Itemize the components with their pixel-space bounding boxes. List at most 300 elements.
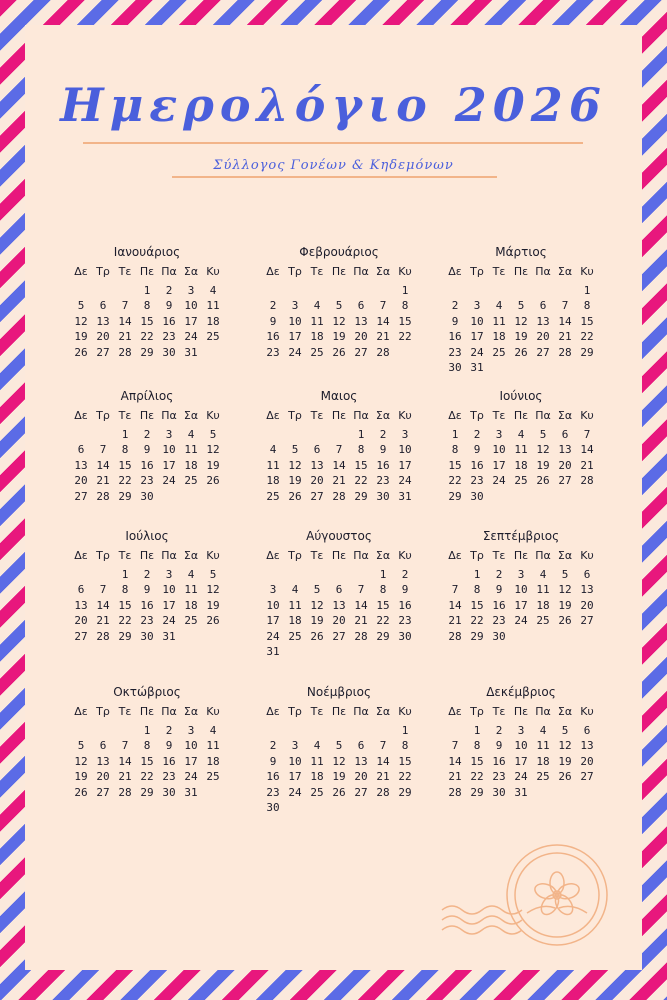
day-cell: 11 [310,314,324,328]
day-cell [180,629,202,645]
month-name: Ιούνιος [499,389,543,403]
month-name: Ιανουάριος [113,245,181,259]
day-cell [306,800,328,816]
weekday-label: Τε [118,409,132,422]
day-cell [262,723,284,739]
day-cell: 10 [162,443,176,456]
day-cell: 29 [140,785,154,799]
day-cell: 22 [470,614,484,627]
day-cell: 9 [473,443,481,456]
day-cell: 15 [118,598,132,612]
day-cell: 3 [269,583,277,596]
day-cell [532,629,554,645]
day-cell: 6 [539,299,547,312]
day-cell: 4 [313,299,321,312]
day-cell: 28 [96,629,110,643]
day-cell: 21 [448,614,462,627]
day-cell [262,427,284,443]
day-cell: 31 [162,629,176,643]
day-cell [394,800,416,816]
day-cell: 26 [288,489,302,503]
day-cell: 13 [580,739,594,752]
day-cell [306,644,328,660]
day-cell: 20 [310,474,324,487]
subtitle-underline [172,176,497,178]
day-cell: 22 [398,330,412,343]
day-cell [372,644,394,660]
week-row [70,345,224,361]
day-cell: 2 [165,283,173,297]
day-cell: 24 [184,770,198,783]
week-row [262,567,416,583]
day-cell: 9 [379,443,387,456]
day-cell [350,644,372,660]
day-cell: 19 [288,474,302,487]
day-cell: 31 [184,345,198,359]
week-row [444,314,598,330]
week-row [444,360,598,376]
day-cell: 3 [291,739,299,752]
day-cell: 5 [313,583,321,596]
day-cell [532,785,554,801]
day-cell: 16 [376,458,390,472]
day-cell [284,800,306,816]
day-cell: 3 [165,427,173,441]
week-row [262,800,416,816]
day-cell [70,723,92,739]
day-cell: 7 [335,443,343,456]
day-cell: 8 [379,583,387,596]
day-cell: 19 [332,770,346,783]
weekday-label: Δε [266,705,280,718]
week-row [262,329,416,345]
weekday-label: Δε [74,409,88,422]
day-cell: 1 [451,427,459,441]
weekday-label: Πε [331,705,347,718]
day-cell: 30 [448,361,462,374]
day-cell: 9 [143,583,151,596]
day-cell: 31 [398,489,412,503]
day-cell [444,723,466,739]
day-cell [532,283,554,299]
day-cell: 30 [376,489,390,503]
day-cell: 10 [288,314,302,328]
day-cell [70,283,92,299]
day-cell: 27 [74,489,88,503]
weekday-label: Τε [492,265,506,278]
day-cell: 24 [492,474,506,487]
weekday-label: Κυ [206,409,220,422]
day-cell: 13 [354,314,368,328]
day-cell: 19 [332,330,346,343]
weekday-label: Πε [331,265,347,278]
day-cell: 1 [379,567,387,581]
day-cell: 13 [580,583,594,596]
weekday-label: Τε [492,549,506,562]
day-cell [510,283,532,299]
month-block [444,244,598,376]
day-cell: 20 [354,330,368,343]
day-cell [350,723,372,739]
day-cell: 29 [398,785,412,799]
day-cell: 10 [266,598,280,612]
day-cell: 14 [332,458,346,472]
day-cell: 2 [495,567,503,581]
day-cell: 5 [209,567,217,581]
day-cell [202,629,224,645]
day-cell: 14 [448,754,462,768]
day-cell [114,723,136,739]
day-cell: 28 [448,629,462,643]
day-cell [576,489,598,505]
weekday-label: Πε [513,265,529,278]
day-cell [554,360,576,376]
day-cell [328,283,350,299]
day-cell: 23 [140,474,154,487]
day-cell [466,283,488,299]
weekday-header [262,548,416,564]
week-row [262,582,416,598]
day-cell: 26 [514,345,528,359]
day-cell: 5 [291,443,299,456]
day-cell: 12 [558,739,572,752]
day-cell [488,489,510,505]
day-cell: 14 [118,754,132,768]
day-cell: 22 [118,614,132,627]
weekday-label: Τρ [288,549,302,562]
weekday-label: Πε [513,549,529,562]
week-row [444,785,598,801]
day-cell: 7 [451,583,459,596]
day-cell: 18 [514,458,528,472]
day-cell: 1 [473,723,481,737]
weekday-label: Πα [535,265,551,278]
day-cell: 30 [470,489,484,503]
day-cell: 20 [536,330,550,343]
day-cell: 23 [448,345,462,359]
day-cell: 11 [288,598,302,612]
day-cell: 23 [492,770,506,783]
month-block [70,244,224,360]
day-cell: 17 [184,314,198,328]
day-cell: 2 [165,723,173,737]
day-cell: 2 [269,739,277,752]
day-cell: 6 [583,567,591,581]
day-cell: 16 [140,458,154,472]
day-cell: 28 [332,489,346,503]
weekday-label: Πα [161,549,177,562]
day-cell [532,360,554,376]
day-cell: 3 [187,283,195,297]
day-cell: 24 [288,345,302,359]
day-cell: 26 [558,770,572,783]
day-cell: 27 [580,614,594,627]
weekday-label: Πε [139,409,155,422]
week-row [262,738,416,754]
weekday-label: Πε [139,265,155,278]
month-name: Μάρτιος [495,245,547,259]
day-cell: 27 [580,770,594,783]
weekday-label: Σα [375,549,391,562]
day-cell: 25 [266,489,280,503]
day-cell: 26 [536,474,550,487]
weekday-label: Δε [74,549,88,562]
day-cell: 17 [470,330,484,343]
day-cell [202,345,224,361]
day-cell [510,489,532,505]
day-cell [394,644,416,660]
page-subtitle: Σύλλογος Γονέων & Κηδεμόνων [213,158,454,173]
day-cell: 14 [448,598,462,612]
day-cell: 29 [580,345,594,359]
day-cell: 2 [379,427,387,441]
day-cell: 30 [492,785,506,799]
day-cell: 2 [143,567,151,581]
weekday-label: Τρ [470,265,484,278]
weekday-label: Τρ [96,549,110,562]
day-cell: 26 [206,614,220,627]
day-cell: 3 [165,567,173,581]
day-cell [306,427,328,443]
weekday-label: Τρ [470,409,484,422]
day-cell: 16 [398,598,412,612]
day-cell: 21 [118,770,132,783]
day-cell: 9 [401,583,409,596]
day-cell: 12 [288,458,302,472]
day-cell: 12 [558,583,572,596]
week-row [262,785,416,801]
week-row [70,283,224,299]
day-cell: 10 [184,299,198,312]
day-cell: 22 [140,330,154,343]
day-cell: 5 [335,299,343,312]
day-cell [532,489,554,505]
day-cell: 21 [332,474,346,487]
day-cell: 19 [536,458,550,472]
day-cell: 27 [310,489,324,503]
day-cell [328,723,350,739]
week-row [262,723,416,739]
week-row [70,785,224,801]
day-cell: 21 [558,330,572,343]
day-cell: 13 [536,314,550,328]
weekday-label: Τε [310,409,324,422]
weekday-label: Σα [557,409,573,422]
day-cell: 16 [162,754,176,768]
weekday-label: Σα [557,549,573,562]
day-cell: 21 [376,770,390,783]
day-cell: 11 [184,443,198,456]
week-row [444,458,598,474]
day-cell: 14 [96,458,110,472]
week-row [70,298,224,314]
day-cell: 31 [514,785,528,799]
day-cell: 16 [266,330,280,343]
day-cell: 17 [514,598,528,612]
day-cell: 17 [288,330,302,343]
day-cell [576,629,598,645]
weekday-label: Σα [375,409,391,422]
day-cell: 29 [118,629,132,643]
weekday-header [262,264,416,280]
day-cell: 25 [184,614,198,627]
day-cell: 2 [269,299,277,312]
weekday-header [262,408,416,424]
day-cell: 9 [165,739,173,752]
day-cell: 9 [269,754,277,768]
day-cell: 7 [121,739,129,752]
day-cell: 6 [99,299,107,312]
weekday-label: Τε [310,549,324,562]
day-cell: 15 [354,458,368,472]
day-cell: 7 [379,299,387,312]
day-cell: 30 [162,345,176,359]
day-cell: 12 [536,443,550,456]
weekday-label: Πε [331,549,347,562]
day-cell: 28 [376,345,390,359]
day-cell: 14 [376,754,390,768]
day-cell: 16 [470,458,484,472]
day-cell: 18 [536,598,550,612]
week-row [444,598,598,614]
day-cell: 5 [561,567,569,581]
day-cell: 30 [140,629,154,643]
day-cell [70,567,92,583]
day-cell: 27 [96,785,110,799]
day-cell: 19 [310,614,324,627]
day-cell: 13 [74,598,88,612]
weekday-label: Πε [139,549,155,562]
day-cell: 11 [184,583,198,596]
day-cell: 27 [558,474,572,487]
day-cell: 8 [401,299,409,312]
weekday-label: Δε [74,265,88,278]
weekday-label: Τε [492,409,506,422]
day-cell: 11 [492,314,506,328]
weekday-label: Σα [557,265,573,278]
day-cell: 12 [332,754,346,768]
day-cell: 26 [332,785,346,799]
day-cell: 22 [376,614,390,627]
day-cell: 6 [357,299,365,312]
day-cell: 25 [206,330,220,343]
week-row [444,473,598,489]
day-cell: 25 [288,629,302,643]
weekday-label: Τε [118,265,132,278]
day-cell: 13 [96,754,110,768]
day-cell: 20 [580,754,594,768]
day-cell: 13 [96,314,110,328]
week-row [262,598,416,614]
weekday-header [70,704,224,720]
day-cell: 7 [583,427,591,441]
day-cell: 18 [288,614,302,627]
day-cell: 9 [451,314,459,328]
day-cell: 29 [118,489,132,503]
month-block [444,388,598,504]
day-cell: 24 [514,770,528,783]
weekday-label: Κυ [206,705,220,718]
day-cell: 27 [96,345,110,359]
day-cell [488,283,510,299]
day-cell: 22 [354,474,368,487]
day-cell: 17 [162,598,176,612]
weekday-label: Κυ [580,265,594,278]
day-cell: 28 [96,489,110,503]
day-cell: 26 [332,345,346,359]
day-cell: 26 [206,474,220,487]
week-row [444,582,598,598]
month-block [262,388,416,504]
weekday-label: Πε [139,705,155,718]
day-cell: 12 [206,443,220,456]
day-cell [328,644,350,660]
weekday-label: Πε [513,409,529,422]
day-cell: 7 [561,299,569,312]
day-cell [554,283,576,299]
day-cell: 8 [143,299,151,312]
day-cell: 12 [514,314,528,328]
day-cell: 16 [162,314,176,328]
day-cell [284,644,306,660]
weekday-label: Δε [74,705,88,718]
weekday-label: Δε [448,265,462,278]
day-cell: 4 [539,723,547,737]
weekday-header [444,408,598,424]
week-row [262,283,416,299]
weekday-header [70,264,224,280]
weekday-label: Πα [535,549,551,562]
day-cell: 4 [187,427,195,441]
day-cell: 4 [209,283,217,297]
day-cell: 11 [536,739,550,752]
day-cell: 8 [121,443,129,456]
weekday-header [70,548,224,564]
day-cell: 10 [514,583,528,596]
day-cell: 15 [470,598,484,612]
day-cell: 3 [187,723,195,737]
week-row [70,738,224,754]
day-cell: 3 [517,723,525,737]
day-cell: 4 [539,567,547,581]
day-cell [262,567,284,583]
day-cell: 6 [357,739,365,752]
day-cell: 15 [448,458,462,472]
week-row [70,769,224,785]
day-cell: 4 [291,583,299,596]
day-cell [554,489,576,505]
day-cell: 3 [401,427,409,441]
day-cell: 20 [96,330,110,343]
weekday-label: Σα [557,705,573,718]
day-cell: 11 [536,583,550,596]
weekday-label: Πα [161,409,177,422]
day-cell: 16 [448,330,462,343]
day-cell: 25 [310,785,324,799]
weekday-label: Τρ [96,265,110,278]
day-cell: 4 [269,443,277,456]
weekday-header [444,548,598,564]
day-cell: 30 [492,629,506,643]
week-row [262,442,416,458]
day-cell: 15 [140,754,154,768]
week-row [70,567,224,583]
day-cell: 1 [121,567,129,581]
weekday-label: Δε [266,265,280,278]
day-cell: 13 [332,598,346,612]
day-cell: 10 [492,443,506,456]
day-cell [510,360,532,376]
